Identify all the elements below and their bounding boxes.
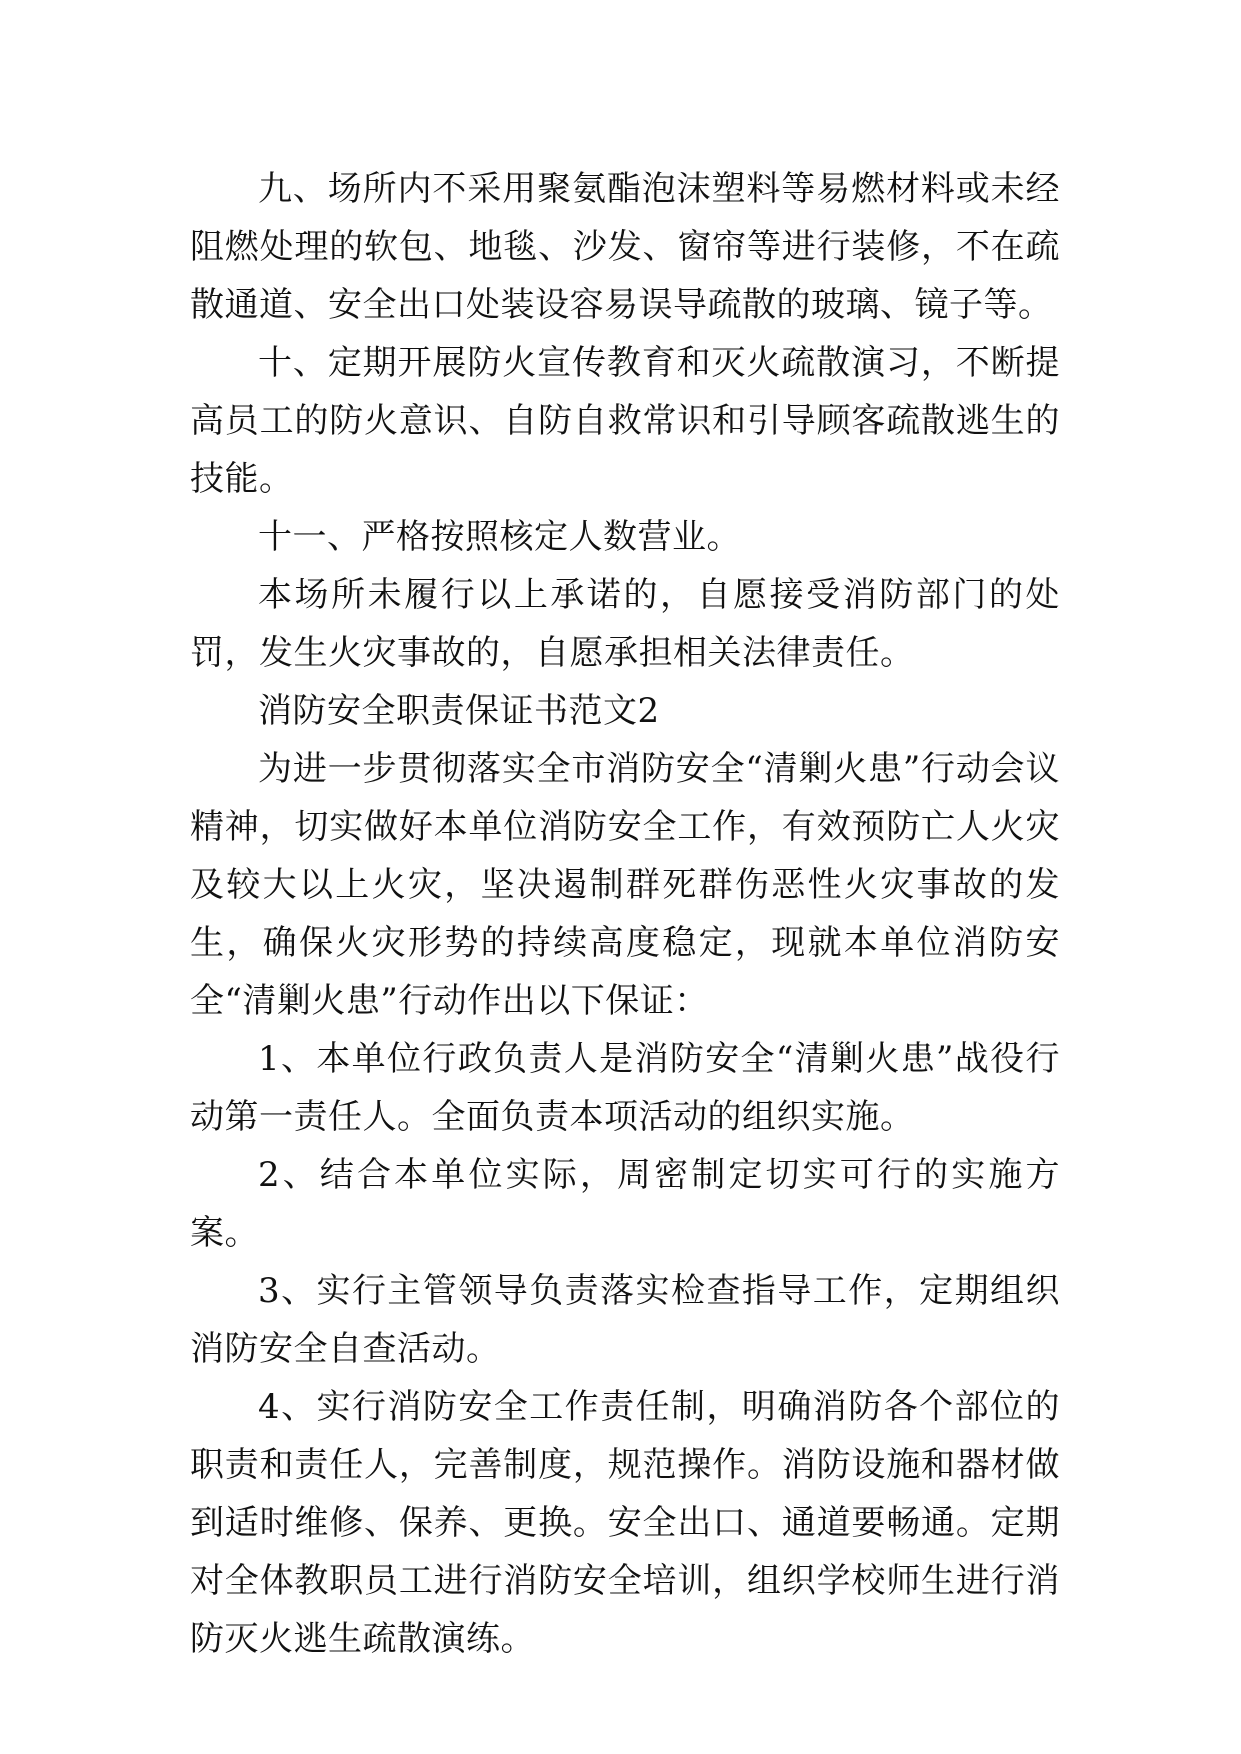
paragraph-point-2: 2、结合本单位实际，周密制定切实可行的实施方案。 <box>190 1155 1060 1253</box>
paragraph-item-9: 九、场所内不采用聚氨酯泡沫塑料等易燃材料或未经阻燃处理的软包、地毯、沙发、窗帘等进行装修，不在疏散通道、安全出口处装设容易误导疏散的玻璃、镜子等。 <box>190 169 1060 325</box>
paragraph-point-1: 1、本单位行政负责人是消防安全“清剿火患”战役行动第一责任人。全面负责本项活动的组织实施。 <box>190 1039 1060 1137</box>
paragraph-point-3: 3、实行主管领导负责落实检查指导工作，定期组织消防安全自查活动。 <box>190 1271 1060 1369</box>
paragraph-point-4: 4、实行消防安全工作责任制，明确消防各个部位的职责和责任人，完善制度，规范操作。消防设施和器材做到适时维修、保养、更换。安全出口、通道要畅通。定期对全体教职员工进行消防安全培训，组织学校师生进行消防灭火逃生疏散演练。 <box>190 1387 1060 1659</box>
paragraph-item-10: 十、定期开展防火宣传教育和灭火疏散演习，不断提高员工的防火意识、自防自救常识和引导顾客疏散逃生的技能。 <box>190 343 1060 499</box>
paragraph-intro: 为进一步贯彻落实全市消防安全“清剿火患”行动会议精神，切实做好本单位消防安全工作，有效预防亡人火灾及较大以上火灾，坚决遏制群死群伤恶性火灾事故的发生，确保火灾形势的持续高度稳定，现就本单位消防安全“清剿火患”行动作出以下保证： <box>190 749 1060 1021</box>
paragraph-commitment: 本场所未履行以上承诺的，自愿接受消防部门的处罚，发生火灾事故的，自愿承担相关法律责任。 <box>190 575 1060 673</box>
paragraph-item-11: 十一、严格按照核定人数营业。 <box>258 517 741 557</box>
section-heading: 消防安全职责保证书范文2 <box>258 691 660 731</box>
document-body <box>190 160 1060 1668</box>
